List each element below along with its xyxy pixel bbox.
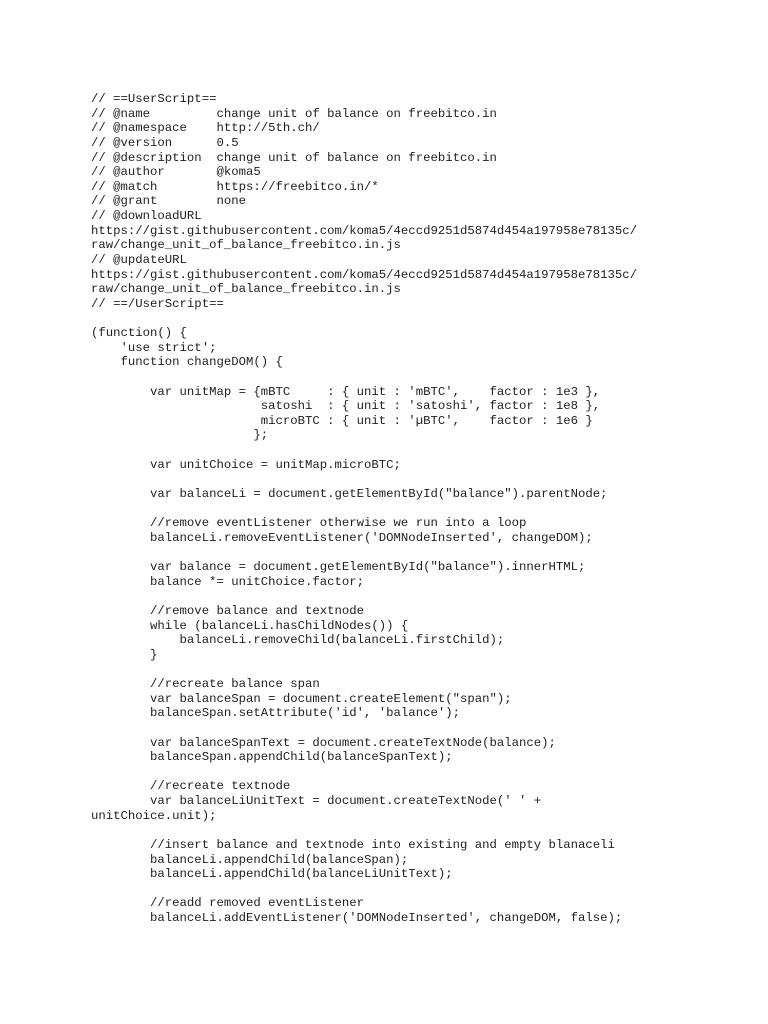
code-line: var unitChoice = unitMap.microBTC; xyxy=(91,457,401,472)
code-line: var balanceSpan = document.createElement("span"); xyxy=(91,691,512,706)
code-line: https://gist.githubusercontent.com/koma5/4eccd9251d5874d454a197958e78135c/ xyxy=(91,267,638,282)
code-line: balanceLi.removeChild(balanceLi.firstChild); xyxy=(91,633,505,648)
code-line: //remove eventListener otherwise we run into a loop xyxy=(91,516,527,531)
code-line xyxy=(91,823,637,838)
code-line: satoshi : { unit : 'satoshi', factor : 1e8 }, xyxy=(91,399,601,414)
code-line: // @grant none xyxy=(91,194,246,209)
code-line: // @name change unit of balance on freebitco.in xyxy=(91,106,497,121)
code-line: //recreate textnode xyxy=(91,779,291,794)
code-line: // @author @koma5 xyxy=(91,165,261,180)
code-line: // ==UserScript== xyxy=(91,92,217,106)
code-line: 'use strict'; xyxy=(91,340,217,355)
code-line: var balanceLi = document.getElementById("balance").parentNode; xyxy=(91,486,608,501)
code-line: // @match https://freebitco.in/* xyxy=(91,179,379,194)
code-line: } xyxy=(91,647,158,662)
code-line xyxy=(91,443,637,458)
code-line: balanceLi.removeEventListener('DOMNodeInserted', changeDOM); xyxy=(91,530,593,545)
code-line: //remove balance and textnode xyxy=(91,603,365,618)
code-line: // @description change unit of balance on freebitco.in xyxy=(91,150,497,165)
code-line: https://gist.githubusercontent.com/koma5/4eccd9251d5874d454a197958e78135c/ xyxy=(91,223,638,238)
code-line: microBTC : { unit : 'µBTC', factor : 1e6 } xyxy=(91,413,593,428)
code-line xyxy=(91,502,637,517)
code-line: raw/change_unit_of_balance_freebitco.in.js xyxy=(91,282,401,297)
code-line: balance *= unitChoice.factor; xyxy=(91,574,365,589)
code-line: balanceSpan.appendChild(balanceSpanText); xyxy=(91,750,453,765)
code-line: }; xyxy=(91,428,269,443)
code-line: // @downloadURL xyxy=(91,209,202,223)
code-listing xyxy=(91,92,637,926)
code-line xyxy=(91,765,637,780)
code-line: // ==/UserScript== xyxy=(91,296,224,311)
code-line xyxy=(91,662,637,677)
code-line: //readd removed eventListener xyxy=(91,896,365,911)
code-line xyxy=(91,545,637,560)
code-line: balanceSpan.setAttribute('id', 'balance'); xyxy=(91,706,460,721)
code-line: var balanceLiUnitText = document.createTextNode(' ' + xyxy=(91,794,542,808)
code-line xyxy=(91,589,637,604)
code-line: var balance = document.getElementById("balance").innerHTML; xyxy=(91,560,586,574)
code-line xyxy=(91,721,637,736)
code-line: var balanceSpanText = document.createTextNode(balance); xyxy=(91,735,556,750)
code-line: // @version 0.5 xyxy=(91,135,239,150)
code-line xyxy=(91,311,637,326)
code-line: balanceLi.appendChild(balanceSpan); xyxy=(91,852,409,867)
code-line: var unitMap = {mBTC : { unit : 'mBTC', factor : 1e3 }, xyxy=(91,384,601,399)
code-line: balanceLi.appendChild(balanceLiUnitText); xyxy=(91,867,453,882)
code-line: balanceLi.addEventListener('DOMNodeInserted', changeDOM, false); xyxy=(91,911,623,925)
code-line: raw/change_unit_of_balance_freebitco.in.js xyxy=(91,238,401,253)
code-line: while (balanceLi.hasChildNodes()) { xyxy=(91,618,409,633)
code-line: (function() { xyxy=(91,326,187,340)
code-line: unitChoice.unit); xyxy=(91,808,217,823)
code-line xyxy=(91,472,637,487)
code-line: // @namespace http://5th.ch/ xyxy=(91,121,320,136)
code-line xyxy=(91,882,637,897)
code-line: //insert balance and textnode into existing and empty blanaceli xyxy=(91,837,615,852)
code-line xyxy=(91,370,637,385)
code-line: //recreate balance span xyxy=(91,677,320,691)
code-line: function changeDOM() { xyxy=(91,355,283,370)
code-line: // @updateURL xyxy=(91,252,187,267)
